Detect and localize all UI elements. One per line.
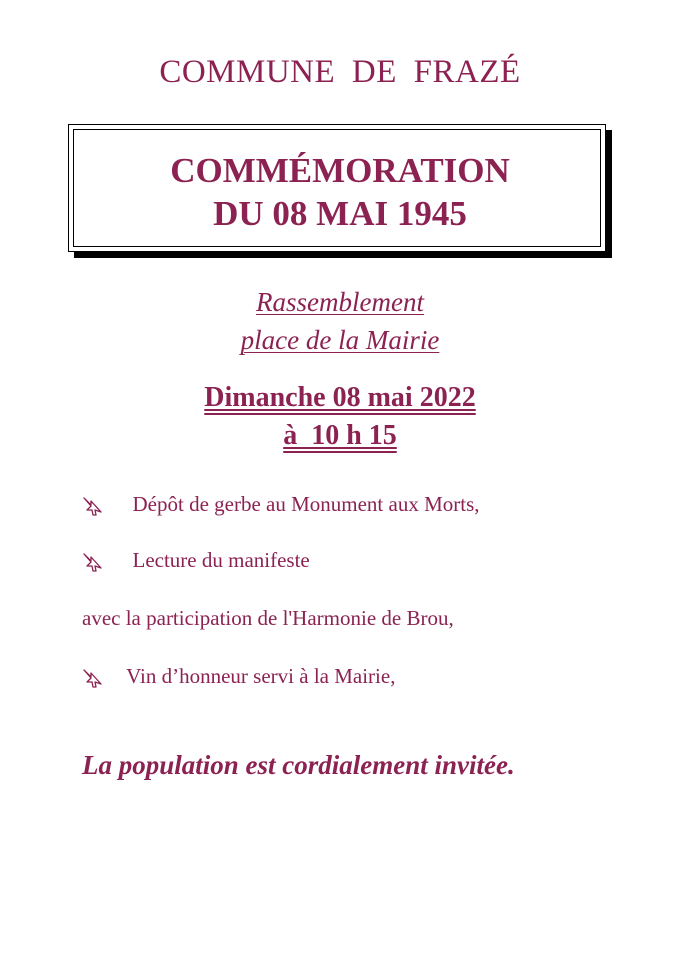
event-date: Dimanche 08 mai 2022 bbox=[204, 382, 476, 413]
program-item-text: Vin d’honneur servi à la Mairie, bbox=[126, 664, 396, 688]
gathering-text-2: place de la Mairie bbox=[240, 325, 440, 355]
event-time-line bbox=[0, 420, 680, 452]
program-item-text: avec la participation de l'Harmonie de Brou, bbox=[82, 606, 454, 630]
program-item-1 bbox=[82, 490, 480, 518]
gathering-line-2 bbox=[0, 325, 680, 356]
gathering-text-1: Rassemblement bbox=[256, 287, 424, 317]
commune-heading: COMMUNE DE FRAZÉ bbox=[159, 54, 521, 90]
title-line-2: DU 08 MAI 1945 bbox=[213, 194, 467, 233]
hand-pointing-arrow-icon bbox=[82, 551, 104, 573]
program-item-text: Dépôt de gerbe au Monument aux Morts, bbox=[132, 492, 480, 516]
event-time: à 10 h 15 bbox=[283, 420, 397, 451]
gathering-line-1 bbox=[0, 287, 680, 318]
event-date-line bbox=[0, 382, 680, 414]
program-item-2 bbox=[82, 546, 310, 574]
hand-pointing-arrow-icon bbox=[82, 495, 104, 517]
program-item-4 bbox=[82, 662, 395, 690]
title-line-1: COMMÉMORATION bbox=[170, 151, 510, 190]
invitation-text: La population est cordialement invitée. bbox=[82, 750, 515, 780]
hand-pointing-arrow-icon bbox=[82, 667, 104, 689]
program-item-3 bbox=[82, 604, 454, 632]
program-item-text: Lecture du manifeste bbox=[132, 548, 310, 572]
